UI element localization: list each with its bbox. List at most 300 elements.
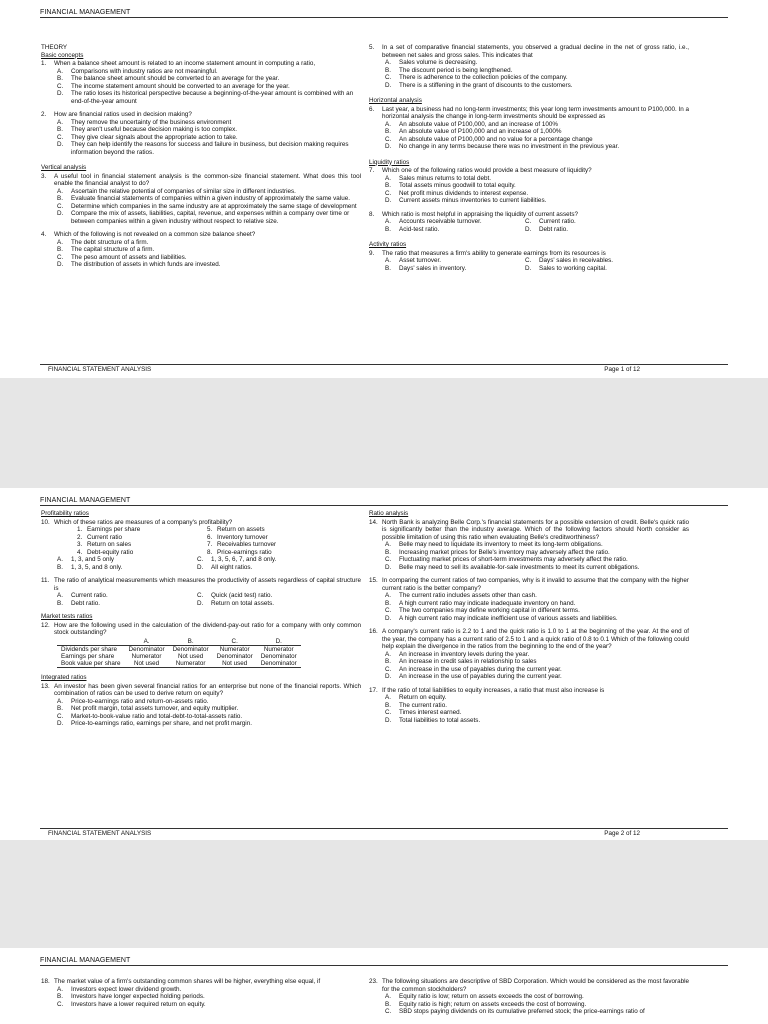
choices <box>385 993 689 1016</box>
choice-text: Belle may need to liquidate its inventory to meet its long-term obligations. <box>399 541 603 548</box>
choice <box>197 556 337 564</box>
choices <box>57 239 361 269</box>
choice <box>385 59 689 67</box>
item-text: Return on sales <box>87 541 132 548</box>
question-text: Which of these ratios are measures of a company's profitability? <box>54 518 233 526</box>
table-cell: Denominator <box>172 645 209 653</box>
choice <box>385 74 689 82</box>
choice-text: Quick (acid test) ratio. <box>211 592 273 599</box>
choice <box>57 713 361 721</box>
choice-text: Market-to-book-value ratio and total-debt-to-total-assets ratio. <box>71 712 243 720</box>
question-8 <box>369 211 689 219</box>
choice <box>385 1008 689 1016</box>
choice-text: Current ratio. <box>539 218 576 225</box>
choice-text: They can help identify the reasons for success and failure in business, but decision making requires information beyond the ratios. <box>71 141 349 156</box>
choice <box>385 702 689 710</box>
item-text: Earnings per share <box>87 526 141 533</box>
choice-letter: D. <box>57 210 64 217</box>
question-number: 23. <box>369 978 378 985</box>
choices <box>57 986 361 1009</box>
choice <box>385 607 689 615</box>
question-number: 15. <box>369 577 378 584</box>
table-cell: Denominator <box>128 645 165 653</box>
choice <box>197 564 337 572</box>
choice-text: Sales minus returns to total debt. <box>399 174 492 182</box>
choice-letter: C. <box>197 556 204 563</box>
choice-letter: A. <box>57 697 63 705</box>
choice-text: Equity ratio is high; return on assets exceeds the cost of borrowing. <box>399 1000 587 1008</box>
choice-letter: C. <box>385 607 392 614</box>
choice-text: An increase in inventory levels during the year. <box>399 650 530 658</box>
choices <box>385 651 689 681</box>
table-row <box>57 653 301 660</box>
item-number: 1. <box>77 526 83 533</box>
choice-letter: A. <box>385 694 391 701</box>
table-cell: Not used <box>213 660 257 668</box>
list-item <box>77 541 207 549</box>
page-number: Page 2 of 12 <box>604 830 640 837</box>
choice <box>57 203 361 211</box>
choice-text: No change in any terms because there was no investment in the previous year. <box>399 143 620 150</box>
choice-text: Compare the mix of assets, liabilities, capital, revenue, and expenses within a company over time or between companies within a given industry without respect to relative size. <box>71 210 350 225</box>
choice <box>525 265 665 273</box>
choice-letter: B. <box>57 126 63 133</box>
choice <box>385 694 689 702</box>
item-text: Debt-equity ratio <box>87 548 134 556</box>
choice <box>385 190 689 198</box>
choice-letter: D. <box>385 143 392 150</box>
choice <box>57 126 361 134</box>
choice-letter: D. <box>385 197 392 204</box>
choice-text: They remove the uncertainty of the business environment <box>71 118 232 126</box>
list-item <box>77 526 207 534</box>
choice-letter: A. <box>385 174 391 182</box>
choice-text: The ratio loses its historical perspective because a beginning-of-the-year amount is combined with an end-of-the-year amount <box>71 90 354 105</box>
table-cell: Not used <box>125 660 169 668</box>
item-text: Price-earnings ratio <box>217 548 272 556</box>
choice-letter: A. <box>385 218 391 225</box>
choice-letter: D. <box>385 614 392 622</box>
choice-text: The two companies may define working capital in different terms. <box>399 607 580 614</box>
choice-letter: C. <box>385 665 392 673</box>
right-column <box>369 978 689 1016</box>
usage-table <box>57 638 301 669</box>
choice <box>385 666 689 674</box>
question-9 <box>369 250 689 258</box>
choice <box>57 68 361 76</box>
table-header: D. <box>257 638 301 646</box>
choice-letter: C. <box>57 202 64 210</box>
choices <box>57 68 361 106</box>
choice <box>57 75 361 83</box>
table-header: C. <box>213 638 257 646</box>
choice-letter: A. <box>57 556 63 563</box>
choice-text: There is a stiffening in the grant of discounts to the customers. <box>399 81 573 89</box>
choice <box>57 210 361 225</box>
section-heading: Ratio analysis <box>369 510 409 517</box>
choice-text: Investors expect lower dividend growth. <box>71 985 182 993</box>
choice-letter: D. <box>385 716 392 724</box>
choice-text: Return on total assets. <box>211 599 275 607</box>
question-number: 17. <box>369 686 378 694</box>
choice-text: Equity ratio is low; return on assets exceeds the cost of borrowing. <box>399 993 584 1000</box>
page-1 <box>0 0 768 378</box>
choice-text: An absolute value of P100,000 and no value for a percentage change <box>399 135 593 143</box>
choice <box>57 141 361 156</box>
question-text: A useful tool in financial statement analysis is the common-size financial statement. What does this tool enable the financial analyst to do? <box>54 172 361 187</box>
choice-letter: C. <box>385 709 392 716</box>
table-cell: Dividends per share <box>61 645 118 653</box>
table-cell: Earnings per share <box>61 652 115 660</box>
choice-text: 1, 3, 5, 6, 7, and 8 only. <box>211 556 277 563</box>
theory-title: THEORY <box>41 44 68 51</box>
choice <box>57 600 197 608</box>
choice-letter: D. <box>525 225 532 233</box>
choice <box>57 246 361 254</box>
choice-text: Debt ratio. <box>71 599 101 607</box>
question-number: 8. <box>369 210 375 218</box>
choice-text: Price-to-earnings ratio, earnings per share, and net profit margin. <box>71 720 252 728</box>
item-number: 7. <box>207 541 213 548</box>
choices <box>385 694 689 724</box>
choice-text: SBD stops paying dividends on its cumulative preferred stock; the price-earnings ratio of <box>399 1008 645 1015</box>
choice-text: The income statement amount should be converted to an average for the year. <box>71 82 290 90</box>
choice-letter: A. <box>57 985 63 993</box>
choice-text: There is adherence to the collection policies of the company. <box>399 74 568 81</box>
choice <box>57 986 361 994</box>
ratio-list <box>77 526 361 556</box>
table-header: B. <box>169 638 213 646</box>
choice <box>385 121 689 129</box>
choice-letter: A. <box>385 993 391 1000</box>
item-text: Receivables turnover <box>217 541 277 548</box>
item-number: 6. <box>207 533 213 541</box>
choice-letter: C. <box>385 189 392 197</box>
page-footer <box>40 828 728 837</box>
question-text: How are financial ratios used in decision making? <box>54 111 192 118</box>
choice-letter: C. <box>57 253 64 261</box>
section-heading: Market tests ratios <box>41 613 93 620</box>
choice-text: Current assets minus inventories to current liabilities. <box>399 197 547 204</box>
choice <box>57 261 361 269</box>
choice-text: 1, 3, and 5 only <box>71 556 115 563</box>
choice <box>385 673 689 681</box>
page-number: Page 1 of 12 <box>604 366 640 373</box>
choice-text: Debt ratio. <box>539 225 569 233</box>
choice <box>385 67 689 75</box>
choice-letter: C. <box>197 592 204 599</box>
question-number: 6. <box>369 105 375 113</box>
footer-title: FINANCIAL STATEMENT ANALYSIS <box>48 366 152 373</box>
item-number: 3. <box>77 541 83 548</box>
choice-text: A high current ratio may indicate inadequate inventory on hand. <box>399 599 576 607</box>
page-footer <box>40 364 728 373</box>
choice-text: Days' sales in receivables. <box>539 257 613 264</box>
choice-letter: A. <box>57 238 63 246</box>
choice <box>385 175 689 183</box>
question-text: Which ratio is most helpful in appraising the liquidity of current assets? <box>382 210 578 218</box>
choice-letter: D. <box>197 563 204 571</box>
choice-letter: D. <box>197 599 204 607</box>
choice-letter: A. <box>385 592 391 599</box>
choices <box>385 218 689 233</box>
choice-text: Accounts receivable turnover. <box>399 218 482 225</box>
question-number: 13. <box>41 682 50 690</box>
choice <box>385 709 689 717</box>
choice-text: Net profit margin, total assets turnover, and equity multiplier. <box>71 705 239 713</box>
page-2 <box>0 488 768 840</box>
choice-text: Investors have longer expected holding periods. <box>71 993 205 1000</box>
question-4 <box>41 231 361 239</box>
choice-letter: B. <box>385 599 391 607</box>
choice <box>385 218 525 226</box>
page-header: FINANCIAL MANAGEMENT <box>40 957 728 966</box>
right-column <box>369 44 689 272</box>
right-column <box>369 510 689 724</box>
choice-text: The balance sheet amount should be converted to an average for the year. <box>71 75 280 82</box>
choice-letter: A. <box>57 592 63 599</box>
table-cell: Not used <box>178 652 204 660</box>
choice-letter: B. <box>57 246 63 253</box>
list-item <box>77 534 207 542</box>
choice-text: Acid-test ratio. <box>399 225 440 233</box>
question-6 <box>369 106 689 121</box>
choice <box>57 134 361 142</box>
choice-text: Investors have a lower required return on equity. <box>71 1000 206 1008</box>
question-number: 5. <box>369 44 375 51</box>
choice <box>385 257 525 265</box>
choice <box>385 82 689 90</box>
choice <box>385 197 689 205</box>
choice-letter: B. <box>57 563 63 571</box>
table-cell: Denominator <box>260 652 297 660</box>
table-row <box>57 645 301 653</box>
question-text: Which one of the following ratios would provide a best measure of liquidity? <box>382 167 592 174</box>
choice <box>57 1001 361 1009</box>
choice-text: Asset turnover. <box>399 257 441 264</box>
choice-letter: C. <box>385 135 392 143</box>
choice-text: Increasing market prices for Belle's inventory may adversely affect the ratio. <box>399 548 610 556</box>
choice <box>385 136 689 144</box>
choice <box>57 720 361 728</box>
question-3 <box>41 173 361 188</box>
page-3 <box>0 948 768 1024</box>
question-14 <box>369 519 689 542</box>
question-text: How are the following used in the calculation of the dividend-pay-out ratio for a company with only common stock outstanding? <box>54 621 361 636</box>
item-number: 2. <box>77 533 83 541</box>
choice-letter: D. <box>385 563 392 571</box>
choice <box>57 83 361 91</box>
choices <box>57 698 361 728</box>
choice <box>385 128 689 136</box>
choice <box>525 257 665 265</box>
choice <box>385 600 689 608</box>
choice <box>57 705 361 713</box>
item-text: Return on assets <box>217 526 265 533</box>
choice-letter: B. <box>57 75 63 82</box>
choice <box>57 119 361 127</box>
question-text: Last year, a business had no long-term investments; this year long term investments amount to P100,000. In a horizontal analysis the change in long-term investments should be expressed as <box>382 105 689 120</box>
question-number: 4. <box>41 231 47 238</box>
question-23 <box>369 978 689 993</box>
table-cell: Denominator <box>257 660 301 668</box>
section-heading: Activity ratios <box>369 241 407 248</box>
choice-text: Current ratio. <box>71 592 108 599</box>
choice-text: An absolute value of P100,000, and an increase of 100% <box>399 120 558 128</box>
choice-letter: C. <box>385 1008 392 1015</box>
question-number: 11. <box>41 577 50 584</box>
choice-text: They aren't useful because decision making is too complex. <box>71 126 238 133</box>
list-item <box>207 549 337 557</box>
choices <box>57 592 361 607</box>
question-13 <box>41 683 361 698</box>
choice <box>385 592 689 600</box>
section-heading: Liquidity ratios <box>369 158 410 166</box>
question-text: Which of the following is not revealed on a common size balance sheet? <box>54 231 256 238</box>
question-number: 2. <box>41 111 47 118</box>
choice-letter: A. <box>385 541 391 548</box>
question-number: 7. <box>369 167 375 174</box>
item-number: 4. <box>77 548 83 556</box>
choice-letter: D. <box>57 720 64 728</box>
choice-text: The discount period is being lengthened. <box>399 66 513 74</box>
choice-letter: D. <box>385 81 392 89</box>
table-header <box>57 638 125 646</box>
page-header: FINANCIAL MANAGEMENT <box>40 497 728 506</box>
question-number: 12. <box>41 621 50 629</box>
choice-letter: D. <box>385 673 392 680</box>
choice-letter: B. <box>385 264 391 272</box>
question-text: When a balance sheet amount is related to an income statement amount in computing a ratio, <box>54 60 316 67</box>
question-text: In a set of comparative financial statements, you observed a gradual decline in the net of gross ratio, i.e., between net sales and gross sales. This indicates that <box>382 44 689 59</box>
choice <box>385 182 689 190</box>
question-number: 14. <box>369 518 378 526</box>
choice-text: Determine which companies in the same industry are at approximately the same stage of development <box>71 202 357 210</box>
question-text: North Bank is analyzing Belle Corp.'s financial statements for a possible extension of credit. Belle's quick ratio is significantly better than the industry average. Which of the following factors should North consider as possible limitation of using this ratio when evaluating Belle's creditworthiness? <box>382 518 689 541</box>
choice-text: They give clear signals about the appropriate action to take. <box>71 133 238 141</box>
choice <box>385 265 525 273</box>
choice <box>385 651 689 659</box>
choices <box>385 257 689 272</box>
choice-letter: B. <box>385 128 391 135</box>
choice-letter: C. <box>525 218 532 225</box>
choice <box>57 254 361 262</box>
choice-letter: C. <box>57 133 64 141</box>
choice-letter: C. <box>57 82 64 90</box>
choice <box>385 717 689 725</box>
choice-letter: C. <box>57 712 64 720</box>
choice-text: An increase in the use of payables during the current year. <box>399 665 562 673</box>
item-text: Current ratio <box>87 533 122 541</box>
choice-letter: B. <box>385 182 391 189</box>
choice-text: Belle may need to sell its available-for-sale investments to meet its current obligations. <box>399 563 640 571</box>
question-1 <box>41 60 361 68</box>
choice <box>57 90 361 105</box>
list-item <box>207 541 337 549</box>
choice-text: Return on equity. <box>399 694 447 701</box>
choice <box>385 143 689 151</box>
choice-text: Ascertain the relative potential of companies of similar size in different industries. <box>71 187 296 195</box>
choices <box>385 121 689 151</box>
table-cell: Numerator <box>169 660 213 668</box>
table-cell: Numerator <box>219 645 250 653</box>
choice-letter: B. <box>385 225 391 233</box>
question-7 <box>369 167 689 175</box>
list-item <box>207 534 337 542</box>
choice-text: Evaluate financial statements of companies within a given industry of approximately the same value. <box>71 195 350 202</box>
question-number: 18. <box>41 978 50 985</box>
question-17 <box>369 687 689 695</box>
footer-title: FINANCIAL STATEMENT ANALYSIS <box>48 830 152 837</box>
choice <box>385 1001 689 1009</box>
choice-text: Net profit minus dividends to interest expense. <box>399 189 529 197</box>
choice-text: Fluctuating market prices of short-term investments may adversely affect the ratio. <box>399 556 628 563</box>
question-text: The market value of a firm's outstanding common shares will be higher, everything else equal, if <box>54 978 321 985</box>
question-text: A company's current ratio is 2.2 to 1 and the quick ratio is 1.0 to 1 at the beginning of the year. At the end of the year, the company has a current ratio of 2.5 to 1 and a quick ratio of 0.8 to 0.1 Which of the following could help explain the divergence in the ratios from the beginning to the end of the year? <box>382 628 689 650</box>
choice <box>385 556 689 564</box>
choice-text: Total assets minus goodwill to total equity. <box>399 182 516 189</box>
list-item <box>77 549 207 557</box>
choices <box>57 556 361 571</box>
choice-letter: D. <box>57 141 64 148</box>
choice <box>57 564 197 572</box>
item-number: 8. <box>207 548 213 556</box>
left-column <box>41 510 361 728</box>
left-column <box>41 978 361 1008</box>
section-heading: Basic concepts <box>41 51 84 59</box>
choice <box>385 658 689 666</box>
choice-text: An increase in the use of payables during the current year. <box>399 673 562 680</box>
choice-letter: C. <box>57 1000 64 1008</box>
choice <box>197 600 337 608</box>
table-row <box>57 660 301 668</box>
question-number: 10. <box>41 518 50 526</box>
choice-letter: B. <box>57 993 63 1000</box>
choice-letter: B. <box>57 705 63 713</box>
item-number: 5. <box>207 526 213 533</box>
left-column <box>41 44 361 269</box>
choice <box>385 541 689 549</box>
choice <box>57 556 197 564</box>
choice-letter: A. <box>57 187 63 195</box>
choice <box>57 592 197 600</box>
choices <box>385 592 689 622</box>
choice-letter: A. <box>385 59 391 66</box>
choice <box>525 226 665 234</box>
choice-letter: C. <box>385 74 392 81</box>
choice <box>385 564 689 572</box>
choice-letter: B. <box>385 548 391 556</box>
choice <box>197 592 337 600</box>
table-header-row <box>57 638 301 646</box>
choice <box>57 195 361 203</box>
choice-letter: D. <box>57 261 64 268</box>
choice-text: 1, 3, 5, and 8 only. <box>71 563 123 571</box>
choice-letter: B. <box>385 658 391 665</box>
question-text: The ratio of analytical measurements which measures the productivity of assets regardless of capital structure is <box>54 577 361 592</box>
question-text: The ratio that measures a firm's ability to generate earnings from its resources is <box>382 249 606 257</box>
choices <box>57 188 361 226</box>
choice-text: The distribution of assets in which funds are invested. <box>71 261 221 268</box>
choice-letter: A. <box>385 120 391 128</box>
choice-text: An absolute value of P100,000 and an increase of 1,000% <box>399 128 562 135</box>
item-text: Inventory turnover <box>217 533 268 541</box>
choice <box>57 188 361 196</box>
choice-letter: A. <box>385 650 391 658</box>
question-text: The following situations are descriptive of SBD Corporation. Which would be considered as the most favorable for the common stockholders? <box>382 978 689 993</box>
choices <box>385 175 689 205</box>
question-number: 3. <box>41 172 47 180</box>
